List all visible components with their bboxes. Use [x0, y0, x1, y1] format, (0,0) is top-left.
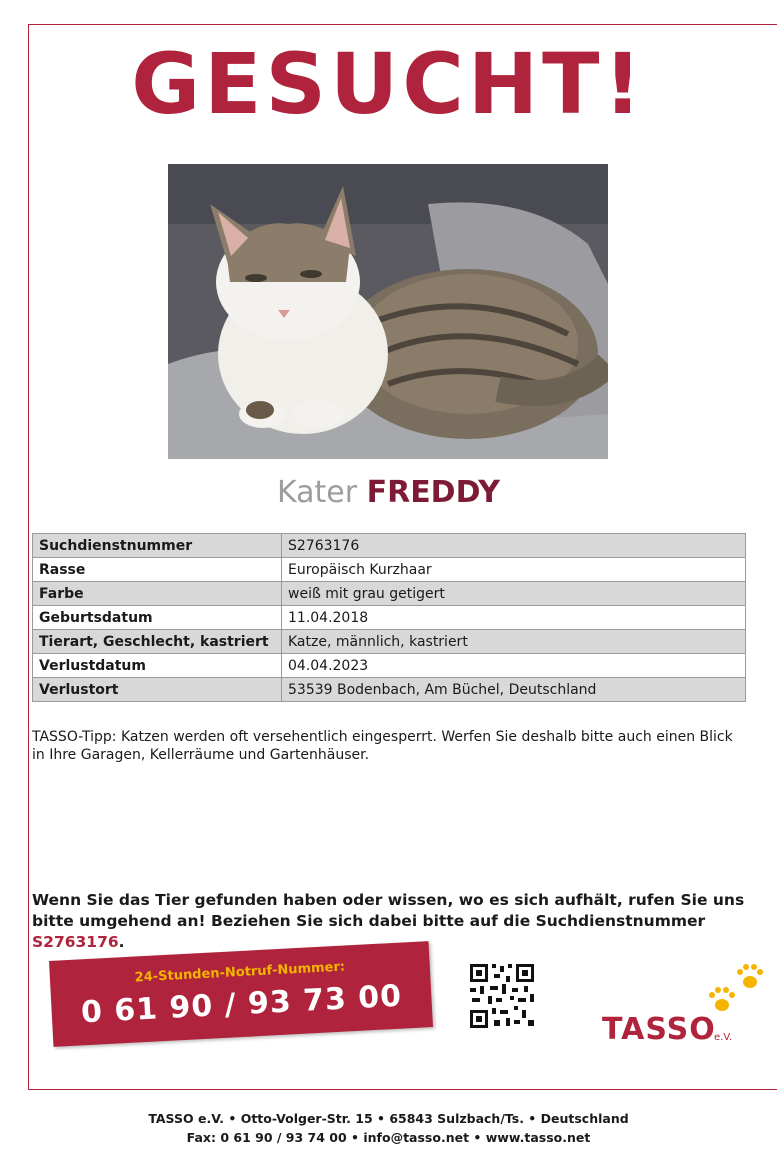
table-row	[33, 558, 746, 582]
callout-number: S2763176	[32, 933, 119, 951]
row-value: Katze, männlich, kastriert	[282, 630, 746, 654]
row-label: Farbe	[33, 582, 282, 606]
footer	[0, 1109, 777, 1147]
pet-name	[0, 475, 777, 510]
info-table	[32, 533, 746, 702]
logo-suffix: e.V.	[714, 1032, 733, 1043]
row-label: Rasse	[33, 558, 282, 582]
cat-photo	[168, 164, 608, 459]
tasso-tip: TASSO-Tipp: Katzen werden oft versehentlich eingesperrt. Werfen Sie deshalb bitte auch einen Blick in Ihre Garagen, Kellerräume und Gartenhäuser.	[32, 729, 733, 763]
footer-address: TASSO e.V. • Otto-Volger-Str. 15 • 65843 Sulzbach/Ts. • Deutschland	[148, 1111, 629, 1126]
table-row	[33, 582, 746, 606]
qr-code-icon[interactable]	[468, 962, 536, 1030]
row-label: Verlustort	[33, 678, 282, 702]
table-row	[33, 678, 746, 702]
hotline-label: 24-Stunden-Notruf-Nummer:	[134, 959, 346, 986]
row-label: Tierart, Geschlecht, kastriert	[33, 630, 282, 654]
hotline-phone: 0 61 90 / 93 73 00	[80, 978, 403, 1031]
table-row	[33, 630, 746, 654]
paw-icon	[700, 960, 770, 1020]
callout-text: Wenn Sie das Tier gefunden haben oder wissen, wo es sich aufhält, rufen Sie uns bitte umgehend an! Beziehen Sie sich dabei bitte auf die Suchdienstnummer	[32, 891, 745, 930]
table-row	[33, 534, 746, 558]
row-label: Suchdienstnummer	[33, 534, 282, 558]
row-value: 04.04.2023	[282, 654, 746, 678]
callout-suffix: .	[118, 933, 125, 951]
tasso-logo	[600, 960, 770, 1050]
pet-prefix: Kater	[276, 475, 358, 510]
logo-word: TASSO	[602, 1012, 716, 1047]
row-label: Verlustdatum	[33, 654, 282, 678]
row-value: 11.04.2018	[282, 606, 746, 630]
row-value: Europäisch Kurzhaar	[282, 558, 746, 582]
row-label: Geburtsdatum	[33, 606, 282, 630]
pet-name-value: FREDDY	[366, 475, 501, 510]
footer-contact: Fax: 0 61 90 / 93 74 00 • info@tasso.net • www.tasso.net	[186, 1130, 591, 1145]
table-row	[33, 654, 746, 678]
headline: GESUCHT!	[131, 35, 646, 133]
row-value: weiß mit grau getigert	[282, 582, 746, 606]
table-row	[33, 606, 746, 630]
row-value: 53539 Bodenbach, Am Büchel, Deutschland	[282, 678, 746, 702]
row-value: S2763176	[282, 534, 746, 558]
